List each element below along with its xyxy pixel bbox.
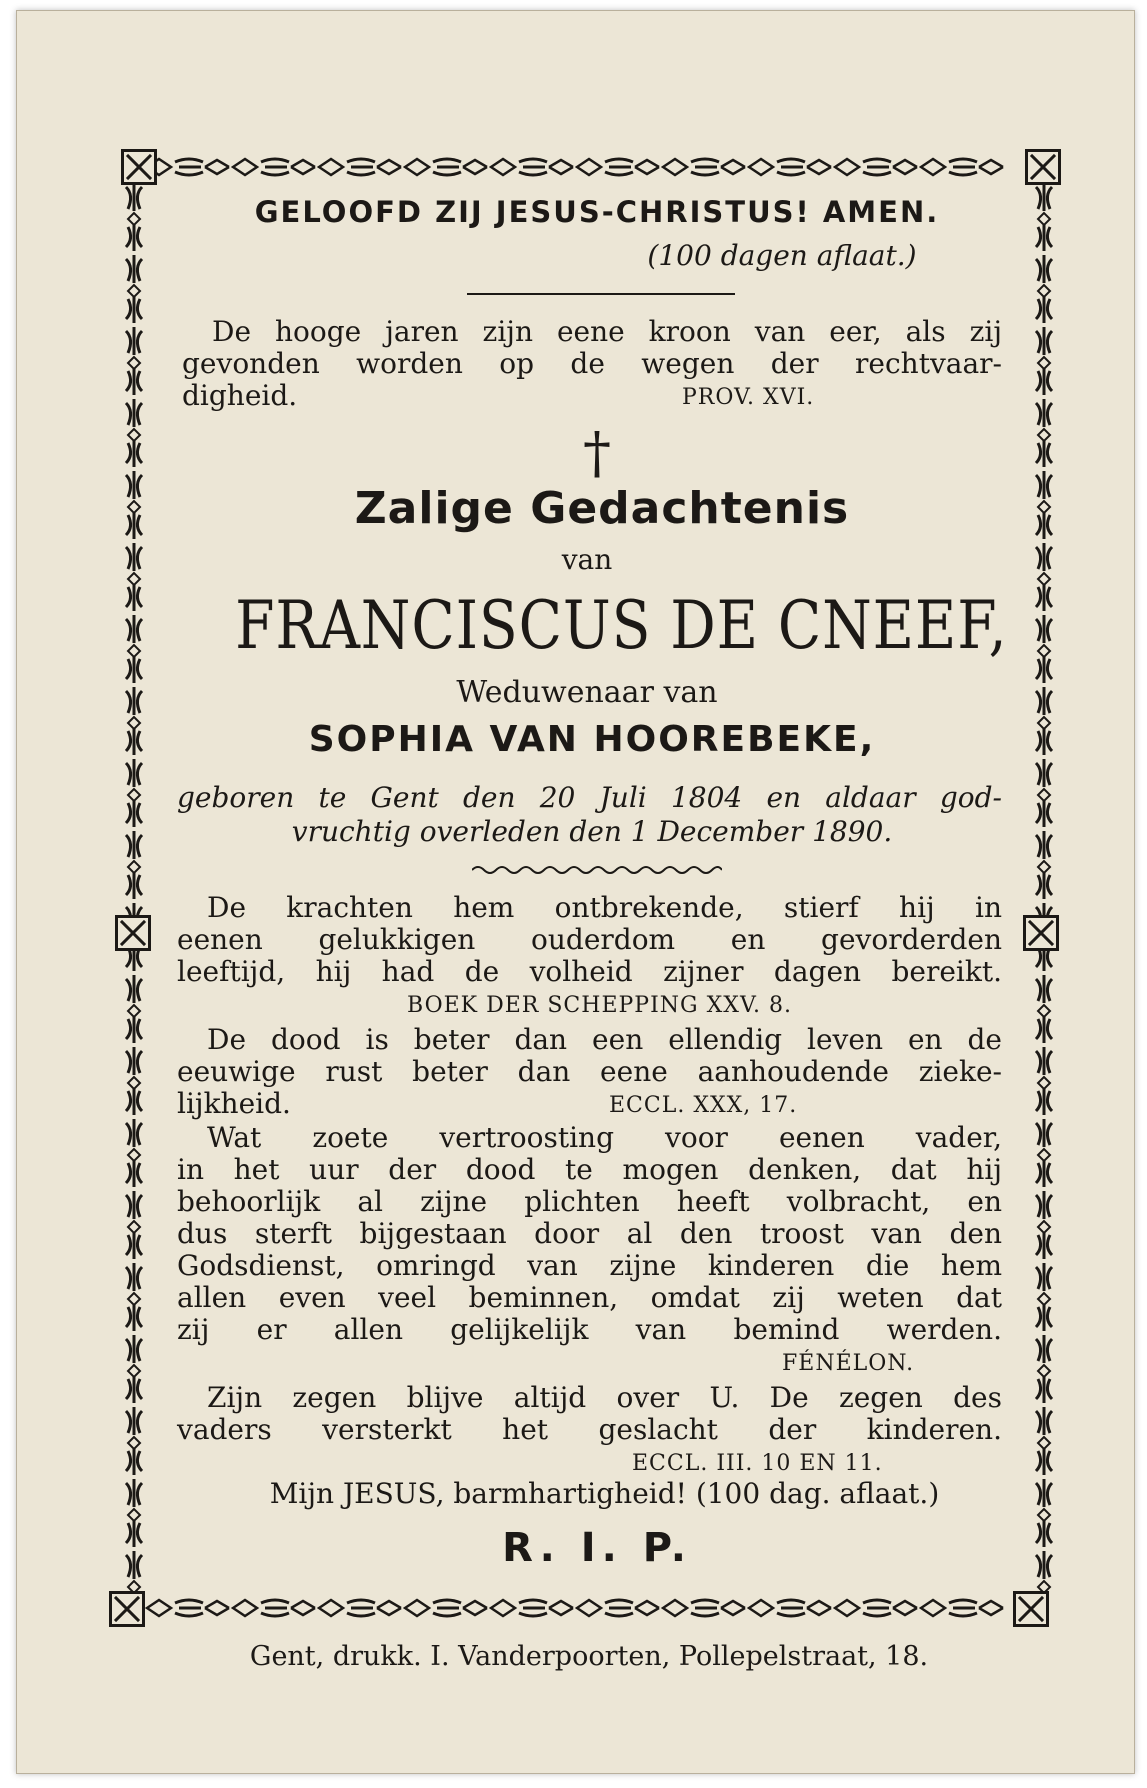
header-rule — [467, 293, 735, 295]
wife-name: SOPHIA VAN HOOREBEKE, — [308, 719, 876, 760]
passage1-source: BOEK DER SCHEPPING XXV. 8. — [407, 993, 792, 1018]
passage3-source: FÉNÉLON. — [782, 1351, 915, 1376]
passage1-line-2: eenen gelukkigen ouderdom en gevorderden — [177, 923, 1002, 956]
corner-ornament-top-left — [121, 149, 157, 185]
wavy-divider — [472, 863, 722, 877]
side-ornament-right — [1023, 915, 1059, 951]
passage4-line-2: vaders versterkt het geslacht der kinderen. — [177, 1413, 1002, 1446]
left-ornament-svg — [117, 181, 151, 1593]
passage4-source: ECCL. III. 10 EN 11. — [632, 1451, 883, 1476]
right-ornament-svg — [1027, 181, 1061, 1593]
right-border-ornament — [1027, 181, 1061, 1593]
passage2-line-2: eeuwige rust beter dan eene aanhoudende zieke- — [177, 1055, 1002, 1088]
card-text — [177, 171, 1007, 1611]
memorial-van: van — [561, 543, 613, 576]
passage3-line-2: in het uur der dood te mogen denken, dat hij — [177, 1153, 1002, 1186]
printer-imprint: Gent, drukk. I. Vanderpoorten, Pollepelstraat, 18. — [249, 1641, 929, 1672]
deceased-name: FRANCISCUS DE CNEEF, — [235, 587, 1008, 664]
corner-ornament-bottom-left — [109, 1591, 145, 1627]
verse1-line-1: De hooge jaren zijn eene kroon van eer, als zij — [212, 315, 1002, 348]
passage3-line-4: dus sterft bijgestaan door al den troost van den — [177, 1217, 1002, 1250]
verse1-line-3: digheid. — [182, 379, 298, 412]
passage4-line-1: Zijn zegen blijve altijd over U. De zegen des — [207, 1381, 1002, 1414]
widower-label: Weduwenaar van — [456, 675, 718, 710]
cross-symbol: † — [583, 421, 611, 486]
passage1-line-1: De krachten hem ontbrekende, stierf hij in — [207, 891, 1002, 924]
corner-ornament-bottom-right — [1013, 1591, 1049, 1627]
birth-death-line-1: geboren te Gent den 20 Juli 1804 en aldaar god- — [177, 781, 1002, 814]
passage3-line-3: behoorlijk al zijne plichten heeft volbracht, en — [177, 1185, 1002, 1218]
header-indulgence: (100 dagen aflaat.) — [647, 239, 917, 272]
passage3-line-6: allen even veel beminnen, omdat zij weten dat — [177, 1281, 1002, 1314]
passage2-line-1: De dood is beter dan een ellendig leven en de — [207, 1023, 1002, 1056]
corner-ornament-top-right — [1025, 149, 1061, 185]
rip-initials: R. I. P. — [502, 1525, 692, 1571]
memorial-card — [16, 10, 1135, 1774]
passage2-line-3: lijkheid. — [177, 1087, 291, 1120]
side-ornament-left — [115, 915, 151, 951]
passage2-source: ECCL. XXX, 17. — [609, 1093, 798, 1118]
passage3-line-7: zij er allen gelijkelijk van bemind werden. — [177, 1313, 1002, 1346]
left-border-ornament — [117, 181, 151, 1593]
passage3-line-5: Godsdienst, omringd van zijne kinderen die hem — [177, 1249, 1002, 1282]
memorial-title: Zalige Gedachtenis — [354, 483, 850, 534]
birth-death-line-2: vruchtig overleden den 1 December 1890. — [291, 815, 893, 848]
passage1-line-3: leeftijd, hij had de volheid zijner dagen bereikt. — [177, 955, 1002, 988]
closing-prayer: Mijn JESUS, barmhartigheid! (100 dag. aflaat.) — [269, 1477, 940, 1510]
passage3-line-1: Wat zoete vertroosting voor eenen vader, — [207, 1121, 1002, 1154]
verse1-line-2: gevonden worden op de wegen der rechtvaar- — [182, 347, 1002, 380]
verse1-source: PROV. XVI. — [682, 385, 815, 410]
header-acclamation: GELOOFD ZIJ JESUS-CHRISTUS! AMEN. — [254, 195, 940, 229]
